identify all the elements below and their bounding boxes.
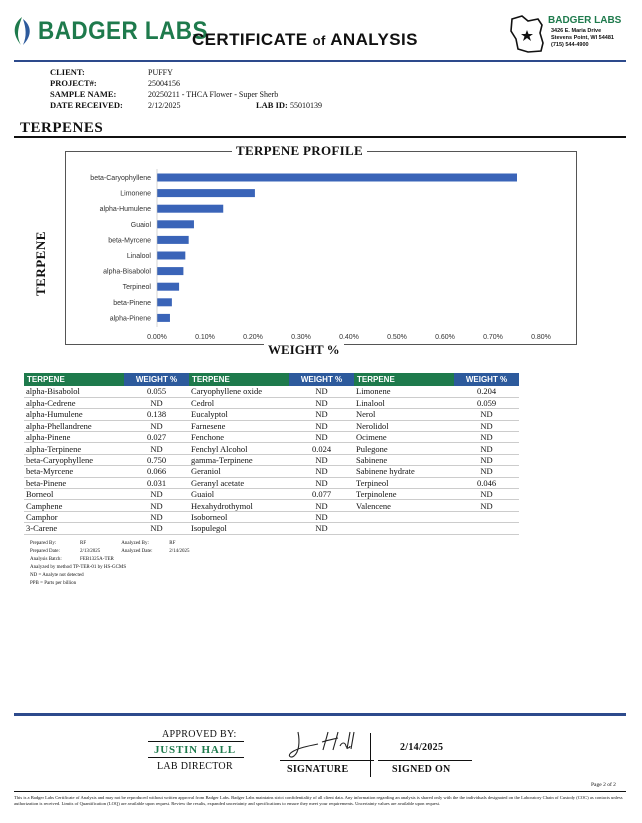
terpene-weight: 0.024 (289, 443, 354, 454)
handwritten-signature (284, 728, 364, 762)
terpene-name: Pulegone (354, 443, 454, 454)
x-tick-label: 0.40% (339, 334, 359, 341)
disclaimer: This is a Badger Labs Certificate of Analysis and may not be reproduced without written approval from Badger Labs. Badger Labs maintains strict confidentiality of all client data. Any information regarding an analysis is shared only with the the individuals designated on the Laboratory Chain of Custody (COC) as contacts unless authorization is received. Limits of Quantification (LOQ) are available upon request. Review the results, expanded uncertainty and specifications to ensure they meet your requirements. Uncertainty values are available upon request. (14, 795, 623, 806)
terpene-weight: ND (124, 443, 189, 454)
terpene-weight: 0.138 (124, 409, 189, 420)
footer-divider (14, 713, 626, 716)
terpene-weight: ND (454, 466, 519, 477)
sample-meta-labels (50, 67, 123, 111)
project-label: PROJECT#: (50, 78, 97, 88)
terpene-name: Valencene (354, 500, 454, 511)
bar (157, 252, 185, 260)
table-row (24, 500, 519, 511)
y-tick-label: Terpineol (122, 284, 151, 292)
table-row (24, 477, 519, 488)
disclaimer-divider (14, 791, 626, 792)
header-terpene-2: TERPENE (189, 373, 289, 386)
signature-separator (370, 733, 371, 777)
date-received-label: DATE RECEIVED: (50, 100, 123, 110)
bar (157, 283, 179, 291)
director-name: JUSTIN HALL (154, 744, 236, 756)
terpene-weight: 0.031 (124, 477, 189, 488)
y-tick-label: alpha-Pinene (109, 315, 151, 323)
terpene-weight: ND (124, 500, 189, 511)
wisconsin-map-icon (508, 13, 548, 55)
terpene-name: alpha-Terpinene (24, 443, 124, 454)
section-title: TERPENES (20, 120, 104, 136)
y-tick-label: alpha-Humulene (99, 206, 151, 214)
bar (157, 220, 194, 228)
table-row (24, 511, 519, 522)
terpene-name: Sabinene (354, 454, 454, 465)
project-value: 25004156 (148, 79, 180, 88)
terpene-name: Fenchone (189, 432, 289, 443)
bar (157, 189, 255, 197)
terpene-weight: 0.027 (124, 432, 189, 443)
client-value: PUFFY (148, 68, 173, 77)
terpene-weight: ND (124, 511, 189, 522)
table-row (24, 397, 519, 408)
terpene-name: Terpineol (354, 477, 454, 488)
section-divider (14, 136, 626, 138)
terpene-name: alpha-Phellandrene (24, 420, 124, 431)
header-terpene-3: TERPENE (354, 373, 454, 386)
x-tick-label: 0.70% (483, 334, 503, 341)
y-tick-label: alpha-Bisabolol (103, 268, 151, 276)
table-row (24, 489, 519, 500)
terpene-name: Sabinene hydrate (354, 466, 454, 477)
terpene-weight: ND (289, 432, 354, 443)
terpene-weight: ND (124, 523, 189, 534)
terpene-name: alpha-Bisabolol (24, 386, 124, 397)
terpene-weight: ND (454, 420, 519, 431)
terpene-weight: ND (124, 489, 189, 500)
table-row (24, 432, 519, 443)
sample-value: 20250211 - THCA Flower - Super Sherb (148, 90, 279, 99)
terpene-weight: ND (289, 477, 354, 488)
lab-id-value: 55010139 (290, 101, 323, 110)
terpene-name: Terpinolene (354, 489, 454, 500)
bar (157, 314, 170, 322)
terpene-name: Camphene (24, 500, 124, 511)
terpene-name: Camphor (24, 511, 124, 522)
terpene-name: Geraniol (189, 466, 289, 477)
terpene-weight: ND (289, 420, 354, 431)
analysis-notes: Prepared By: RF Analyzed By: RF Prepared Date: 2/13/2025 Analyzed Date: 2/14/2025 Analysis Batch: FEB1325A-TER Analyzed by method TP-TER-01 by HS-GCMS ND = Analyte not detected PPB = Parts per billion (30, 541, 190, 586)
results-header-row (24, 373, 519, 386)
terpene-name: alpha-Cedrene (24, 397, 124, 408)
x-tick-label: 0.60% (435, 334, 455, 341)
terpene-weight: ND (289, 466, 354, 477)
terpene-name: beta-Pinene (24, 477, 124, 488)
terpene-weight: ND (289, 397, 354, 408)
terpene-weight: 0.066 (124, 466, 189, 477)
x-tick-label: 0.80% (531, 334, 551, 341)
table-row (24, 466, 519, 477)
bar (157, 205, 223, 213)
terpene-name: Nerol (354, 409, 454, 420)
table-row (24, 523, 519, 534)
terpene-name: Isoborneol (189, 511, 289, 522)
terpene-name: Nerolidol (354, 420, 454, 431)
terpene-name: Geranyl acetate (189, 477, 289, 488)
x-tick-label: 0.00% (147, 334, 167, 341)
terpene-weight: ND (454, 443, 519, 454)
terpene-name: Farnesene (189, 420, 289, 431)
table-row (24, 420, 519, 431)
terpene-weight: ND (454, 432, 519, 443)
approved-by-label: APPROVED BY: (162, 729, 237, 740)
table-row (24, 386, 519, 397)
lab-id (256, 100, 322, 111)
signed-date: 2/14/2025 (400, 742, 444, 753)
terpene-weight: ND (454, 409, 519, 420)
terpene-name: Eucalyptol (189, 409, 289, 420)
terpene-name: gamma-Terpinene (189, 454, 289, 465)
chart-y-axis-label: TERPENE (33, 231, 48, 296)
document-title: CERTIFICATE of ANALYSIS (192, 30, 418, 49)
table-row (24, 409, 519, 420)
terpene-name: 3-Carene (24, 523, 124, 534)
y-tick-label: Limonene (120, 190, 151, 198)
bar (157, 236, 189, 244)
terpene-weight: 0.204 (454, 386, 519, 397)
y-tick-label: Linalool (126, 253, 151, 260)
terpene-weight: ND (454, 489, 519, 500)
terpene-weight: ND (289, 386, 354, 397)
y-tick-label: beta-Caryophyllene (90, 175, 151, 182)
header-terpene-1: TERPENE (24, 373, 124, 386)
results-table (24, 373, 519, 535)
y-tick-label: Guaiol (130, 221, 151, 229)
director-title: LAB DIRECTOR (157, 761, 233, 772)
terpene-name: Guaiol (189, 489, 289, 500)
date-received-value: 2/12/2025 (148, 101, 181, 110)
terpene-weight: 0.059 (454, 397, 519, 408)
terpene-name: Limonene (354, 386, 454, 397)
terpene-weight: ND (289, 409, 354, 420)
terpene-name: Ocimene (354, 432, 454, 443)
terpene-name: Caryophyllene oxide (189, 386, 289, 397)
terpene-weight: ND (454, 500, 519, 511)
side-lab-name: BADGER LABS (548, 15, 622, 26)
terpene-name: Isopulegol (189, 523, 289, 534)
y-tick-label: beta-Myrcene (108, 237, 151, 245)
lab-id-label: LAB ID: (256, 100, 288, 110)
approved-line (148, 741, 244, 742)
terpene-weight: ND (289, 523, 354, 534)
x-tick-label: 0.10% (195, 334, 215, 341)
signature-line (280, 760, 374, 761)
terpene-weight: ND (289, 511, 354, 522)
terpene-name: beta-Caryophyllene (24, 454, 124, 465)
terpene-weight: 0.750 (124, 454, 189, 465)
chart-x-axis-label: WEIGHT % (264, 342, 344, 358)
terpene-weight: ND (289, 500, 354, 511)
terpene-name: beta-Myrcene (24, 466, 124, 477)
terpene-weight: ND (454, 454, 519, 465)
header-weight-3: WEIGHT % (454, 373, 519, 386)
terpene-weight: ND (124, 420, 189, 431)
x-tick-label: 0.20% (243, 334, 263, 341)
leaf-icon (10, 16, 34, 46)
header-divider (14, 60, 626, 62)
page-number: Page 2 of 2 (591, 782, 616, 788)
header-weight-1: WEIGHT % (124, 373, 189, 386)
terpene-bar-chart (65, 151, 577, 345)
bar (157, 174, 517, 182)
client-label: CLIENT: (50, 67, 85, 77)
header-weight-2: WEIGHT % (289, 373, 354, 386)
signature-label: SIGNATURE (287, 764, 349, 775)
chart-title: TERPENE PROFILE (232, 143, 367, 159)
terpene-name: Borneol (24, 489, 124, 500)
director-line (148, 757, 244, 758)
terpene-name: alpha-Pinene (24, 432, 124, 443)
terpene-name: Linalool (354, 397, 454, 408)
terpene-weight: ND (289, 454, 354, 465)
lab-address: 3426 E. Maria Drive Stevens Point, WI 54481 (715) 544-4900 (551, 28, 614, 48)
y-tick-label: beta-Pinene (113, 299, 151, 307)
terpene-weight: 0.046 (454, 477, 519, 488)
terpene-weight: ND (124, 397, 189, 408)
table-row (24, 454, 519, 465)
x-tick-label: 0.50% (387, 334, 407, 341)
terpene-weight: 0.055 (124, 386, 189, 397)
terpene-name: Cedrol (189, 397, 289, 408)
bar (157, 298, 172, 306)
signed-on-line (378, 760, 472, 761)
x-tick-label: 0.30% (291, 334, 311, 341)
table-row (24, 443, 519, 454)
lab-name: BADGER LABS (38, 16, 208, 45)
terpene-name: alpha-Humulene (24, 409, 124, 420)
bar (157, 267, 183, 275)
signed-on-label: SIGNED ON (392, 764, 451, 775)
terpene-name: Hexahydrothymol (189, 500, 289, 511)
sample-label: SAMPLE NAME: (50, 89, 117, 99)
terpene-weight: 0.077 (289, 489, 354, 500)
terpene-name: Fenchyl Alcohol (189, 443, 289, 454)
